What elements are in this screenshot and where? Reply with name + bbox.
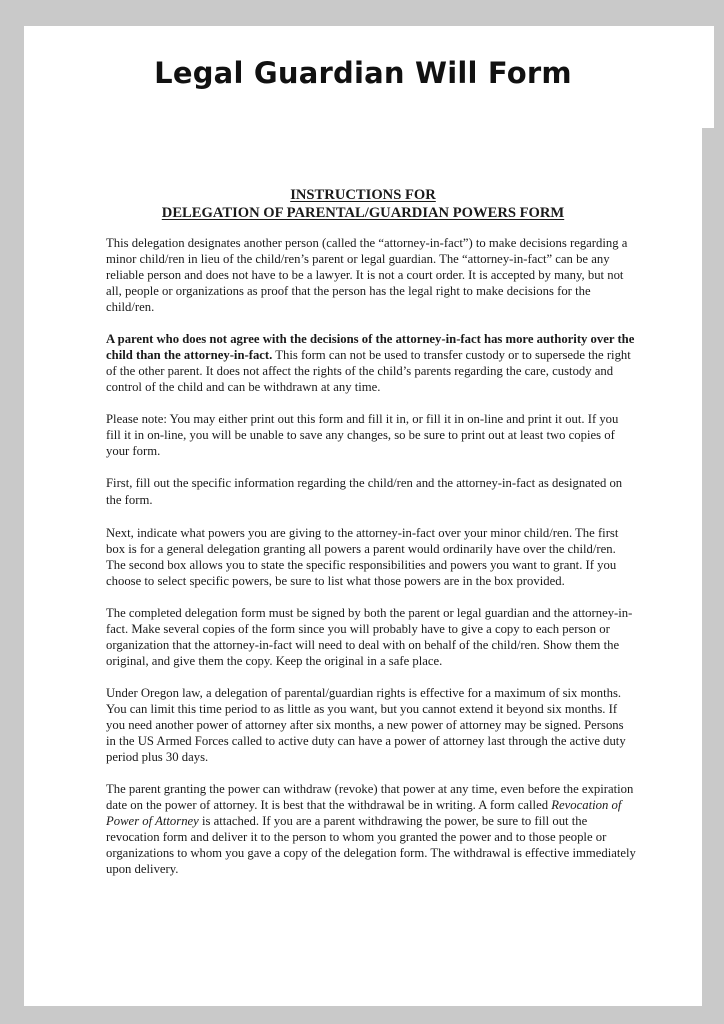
- document-page: [24, 26, 702, 1006]
- paragraph-delegation: This delegation designates another person (called the “attorney-in-fact”) to make decisions regarding a minor child/ren in lieu of the child/ren’s parent or legal guardian. The “attorney-in-fact” can be any reliable person and does not have to be a lawyer. It is not a court order. It is accepted by many, but not all, people or organizations as proof that the person has the legal right to make decisions for the child/ren.: [106, 236, 628, 314]
- heading-line-1: INSTRUCTIONS FOR: [290, 187, 436, 203]
- instructions-body: [106, 235, 636, 893]
- paragraph-revocation: [106, 781, 636, 877]
- instructions-heading: [24, 186, 702, 222]
- revocation-form-name: Revocation of Power of Attorney: [106, 798, 622, 828]
- authority-text: This form can not be used to transfer custody or to supersede the right of the other parent. It does not affect the rights of the child’s parents regarding the care, custody and control of the child and can be withdrawn at any time.: [106, 348, 631, 394]
- scrollbar[interactable]: [702, 26, 714, 128]
- paragraph-print-note: Please note: You may either print out this form and fill it in, or fill it in on-line and print it out. If you fill it in on-line, you will be unable to save any changes, so be sure to print out at least two copies of your form.: [106, 412, 619, 458]
- paragraph-authority: [106, 331, 636, 395]
- revocation-text-a: The parent granting the power can withdraw (revoke) that power at any time, even before the expiration date on the power of attorney. It is best that the withdrawal be in writing. A form called: [106, 782, 634, 812]
- authority-emphasis: A parent who does not agree with the decisions of the attorney-in-fact has more authority over the child than the attorney-in-fact.: [106, 332, 635, 362]
- paragraph-signing: The completed delegation form must be signed by both the parent or legal guardian and the attorney-in-fact. Make several copies of the form since you will probably have to give a copy to each person or organization that the attorney-in-fact will need to deal with on behalf of the child/ren. Show them the original, and give them the copy. Keep the original in a safe place.: [106, 606, 633, 668]
- page-title: Legal Guardian Will Form: [154, 56, 572, 90]
- paragraph-fill-out: First, fill out the specific information regarding the child/ren and the attorney-in-fact as designated on the form.: [106, 476, 623, 507]
- revocation-text-b: is attached. If you are a parent withdrawing the power, be sure to fill out the revocation form and deliver it to the person to whom you granted the power and to those people or organizations to whom you gave a copy of the delegation form. The withdrawal is effective immediately upon delivery.: [106, 814, 636, 876]
- paragraph-oregon-law: Under Oregon law, a delegation of parental/guardian rights is effective for a maximum of six months. You can limit this time period to as little as you want, but you cannot extend it beyond six months. If you need another power of attorney after six months, a new power of attorney may be signed. Persons in the US Armed Forces called to active duty can have a power of attorney last through the active duty period plus 30 days.: [106, 686, 626, 764]
- paragraph-powers: Next, indicate what powers you are giving to the attorney-in-fact over your minor child/ren. The first box is for a general delegation granting all powers a parent would ordinarily have over the child/ren. The second box allows you to state the specific responsibilities and powers you want to grant. If you choose to select specific powers, be sure to list what those powers are in the box provided.: [106, 526, 619, 588]
- heading-line-2: DELEGATION OF PARENTAL/GUARDIAN POWERS FORM: [161, 205, 565, 221]
